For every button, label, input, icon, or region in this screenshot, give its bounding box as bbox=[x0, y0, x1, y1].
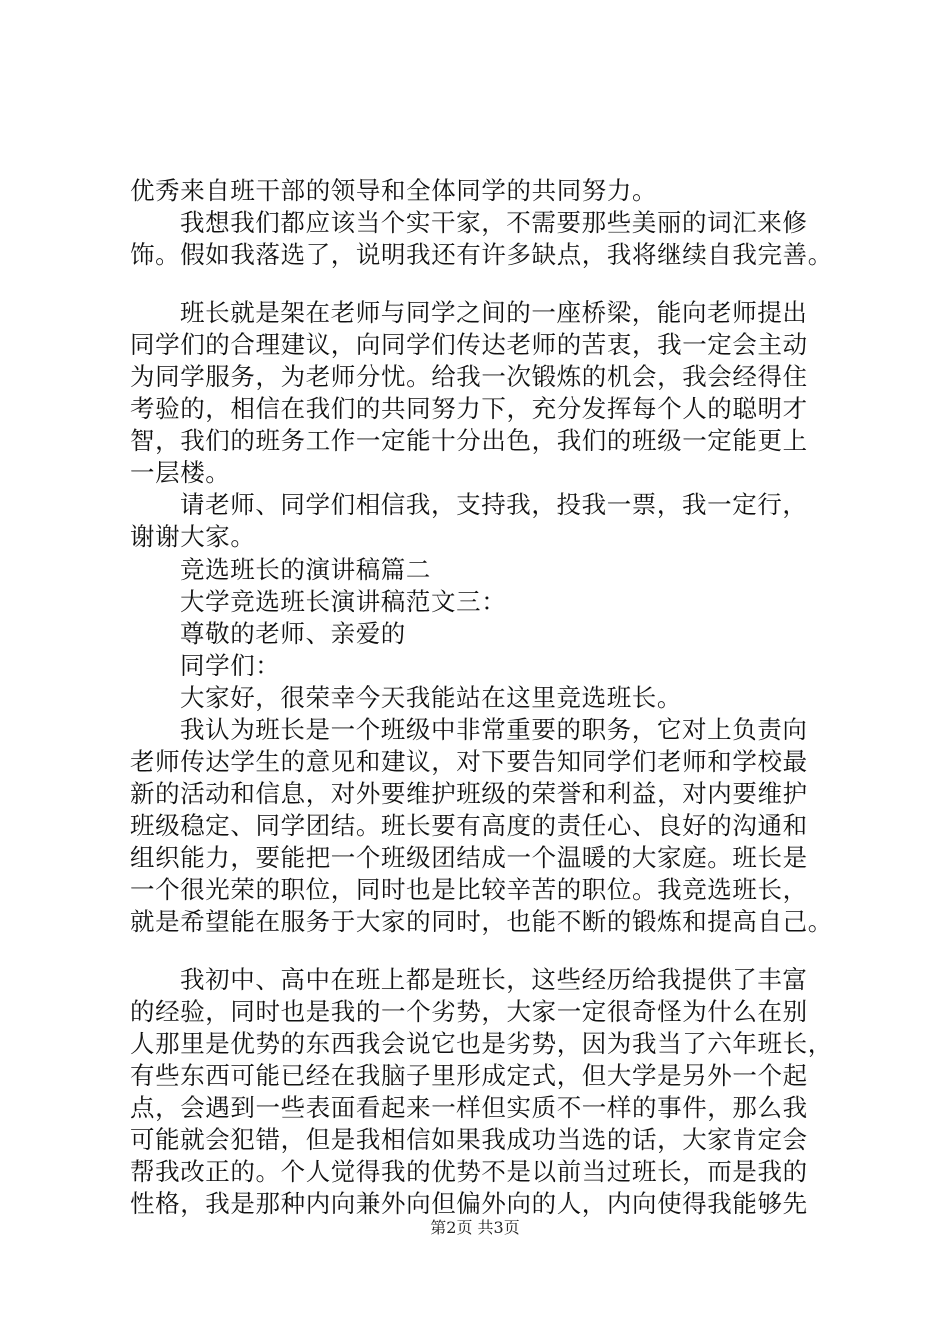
text-line: 就是希望能在服务于大家的同时，也能不断的锻炼和提高自己。 bbox=[130, 907, 833, 936]
text-line: 同学们的合理建议，向同学们传达老师的苦衷，我一定会主动 bbox=[130, 330, 808, 359]
text-line: 可能就会犯错，但是我相信如果我成功当选的话，大家肯定会 bbox=[130, 1125, 808, 1154]
text-line: 新的活动和信息，对外要维护班级的荣誉和利益，对内要维护 bbox=[130, 779, 808, 808]
text-line: 大学竞选班长演讲稿范文三： bbox=[180, 587, 507, 616]
text-line: 为同学服务，为老师分忧。给我一次锻炼的机会，我会经得住 bbox=[130, 362, 808, 391]
text-line: 班长就是架在老师与同学之间的一座桥梁，能向老师提出 bbox=[180, 298, 808, 327]
text-line: 智，我们的班务工作一定能十分出色，我们的班级一定能更上 bbox=[130, 426, 808, 455]
text-line: 老师传达学生的意见和建议，对下要告知同学们老师和学校最 bbox=[130, 747, 808, 776]
text-line: 我想我们都应该当个实干家，不需要那些美丽的词汇来修 bbox=[180, 208, 808, 237]
text-line: 帮我改正的。个人觉得我的优势不是以前当过班长，而是我的 bbox=[130, 1157, 808, 1186]
text-line: 班级稳定、同学团结。班长要有高度的责任心、良好的沟通和 bbox=[130, 811, 808, 840]
text-line: 饰。假如我落选了，说明我还有许多缺点，我将继续自我完善。 bbox=[130, 240, 833, 269]
text-line: 有些东西可能已经在我脑子里形成定式，但大学是另外一个起 bbox=[130, 1061, 808, 1090]
text-line: 尊敬的老师、亲爱的 bbox=[180, 619, 406, 648]
text-line: 人那里是优势的东西我会说它也是劣势，因为我当了六年班长， bbox=[130, 1029, 833, 1058]
text-line: 我初中、高中在班上都是班长，这些经历给我提供了丰富 bbox=[180, 965, 808, 994]
text-line: 考验的，相信在我们的共同努力下，充分发挥每个人的聪明才 bbox=[130, 394, 808, 423]
text-line: 大家好，很荣幸今天我能站在这里竞选班长。 bbox=[180, 683, 682, 712]
section-heading: 竞选班长的演讲稿篇二 bbox=[180, 555, 431, 584]
text-line: 优秀来自班干部的领导和全体同学的共同努力。 bbox=[130, 176, 658, 205]
text-line: 请老师、同学们相信我，支持我，投我一票，我一定行， bbox=[180, 490, 808, 519]
text-line: 性格，我是那种内向兼外向但偏外向的人，内向使得我能够先 bbox=[130, 1189, 808, 1218]
page-number-footer: 第2页 共3页 bbox=[430, 1218, 520, 1237]
text-line: 我认为班长是一个班级中非常重要的职务，它对上负责向 bbox=[180, 715, 808, 744]
text-line: 同学们： bbox=[180, 651, 281, 680]
text-line: 组织能力，要能把一个班级团结成一个温暖的大家庭。班长是 bbox=[130, 843, 808, 872]
text-line: 点，会遇到一些表面看起来一样但实质不一样的事件，那么我 bbox=[130, 1093, 808, 1122]
text-line: 谢谢大家。 bbox=[130, 522, 256, 551]
text-line: 一个很光荣的职位，同时也是比较辛苦的职位。我竞选班长， bbox=[130, 875, 808, 904]
text-line: 一层楼。 bbox=[130, 458, 231, 487]
text-line: 的经验，同时也是我的一个劣势，大家一定很奇怪为什么在别 bbox=[130, 997, 808, 1026]
